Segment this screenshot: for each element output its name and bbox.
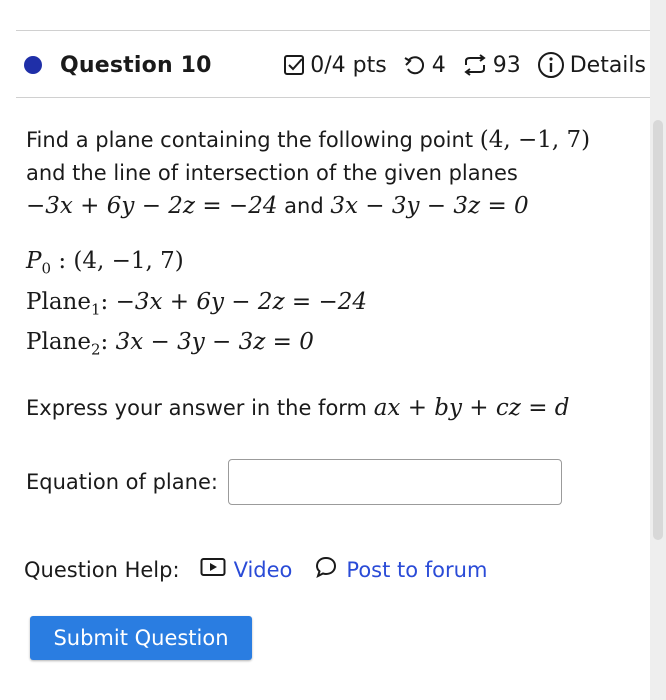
video-label: Video — [233, 557, 293, 582]
plane1-inline: −3x + 6y − 2z = −24 — [26, 193, 278, 219]
given-data — [26, 245, 636, 367]
question-body — [26, 124, 636, 505]
scrollbar-thumb[interactable] — [653, 120, 663, 540]
forum-label: Post to forum — [346, 557, 488, 582]
status-dot-icon — [24, 56, 42, 74]
info-icon — [537, 51, 565, 79]
speech-bubble-icon — [314, 555, 338, 584]
form-equation: ax + by + cz = d — [373, 394, 570, 421]
top-divider — [16, 30, 650, 31]
intro-text: Find a plane containing the following point — [26, 128, 474, 152]
details-button[interactable] — [537, 51, 646, 79]
video-icon — [200, 557, 226, 582]
question-title: Question 10 — [60, 52, 212, 78]
retries-group — [462, 53, 521, 78]
p0-line: $P_0$ : (4, −1, 7) — [26, 248, 184, 278]
plane2-inline: 3x − 3y − 3z = 0 — [330, 193, 529, 219]
form-text: Express your answer in the form — [26, 395, 368, 420]
undo-icon — [403, 54, 427, 76]
intro-text-2: and the line of intersection of the given planes — [26, 161, 518, 185]
equation-input[interactable] — [228, 459, 562, 505]
answer-form-instructions — [26, 395, 636, 421]
problem-statement — [26, 124, 636, 223]
retries-count: 93 — [492, 52, 521, 78]
attempts-group — [403, 53, 446, 78]
video-link[interactable] — [200, 557, 293, 582]
question-header — [16, 42, 646, 88]
forum-link[interactable] — [314, 555, 487, 584]
retry-arrows-icon — [462, 54, 488, 76]
header-divider — [16, 97, 650, 98]
plane2-line: Plane$_2$: 3x − 3y − 3z = 0 — [26, 329, 314, 359]
question-help — [24, 555, 487, 584]
help-label: Question Help: — [24, 557, 180, 582]
point-math: (4, −1, 7) — [479, 127, 591, 153]
points-text: 0/4 pts — [310, 52, 387, 78]
plane1-line: Plane$_1$: −3x + 6y − 2z = −24 — [26, 288, 368, 319]
checkbox-icon — [283, 54, 305, 76]
equation-row — [26, 459, 636, 505]
details-label: Details — [569, 52, 646, 78]
and-text: and — [284, 194, 324, 218]
question-meta — [273, 51, 646, 79]
equation-label: Equation of plane: — [26, 469, 218, 494]
points-group — [283, 53, 386, 78]
page-scrollbar[interactable] — [650, 0, 666, 700]
attempts-count: 4 — [431, 52, 446, 78]
submit-button[interactable]: Submit Question — [30, 616, 252, 660]
